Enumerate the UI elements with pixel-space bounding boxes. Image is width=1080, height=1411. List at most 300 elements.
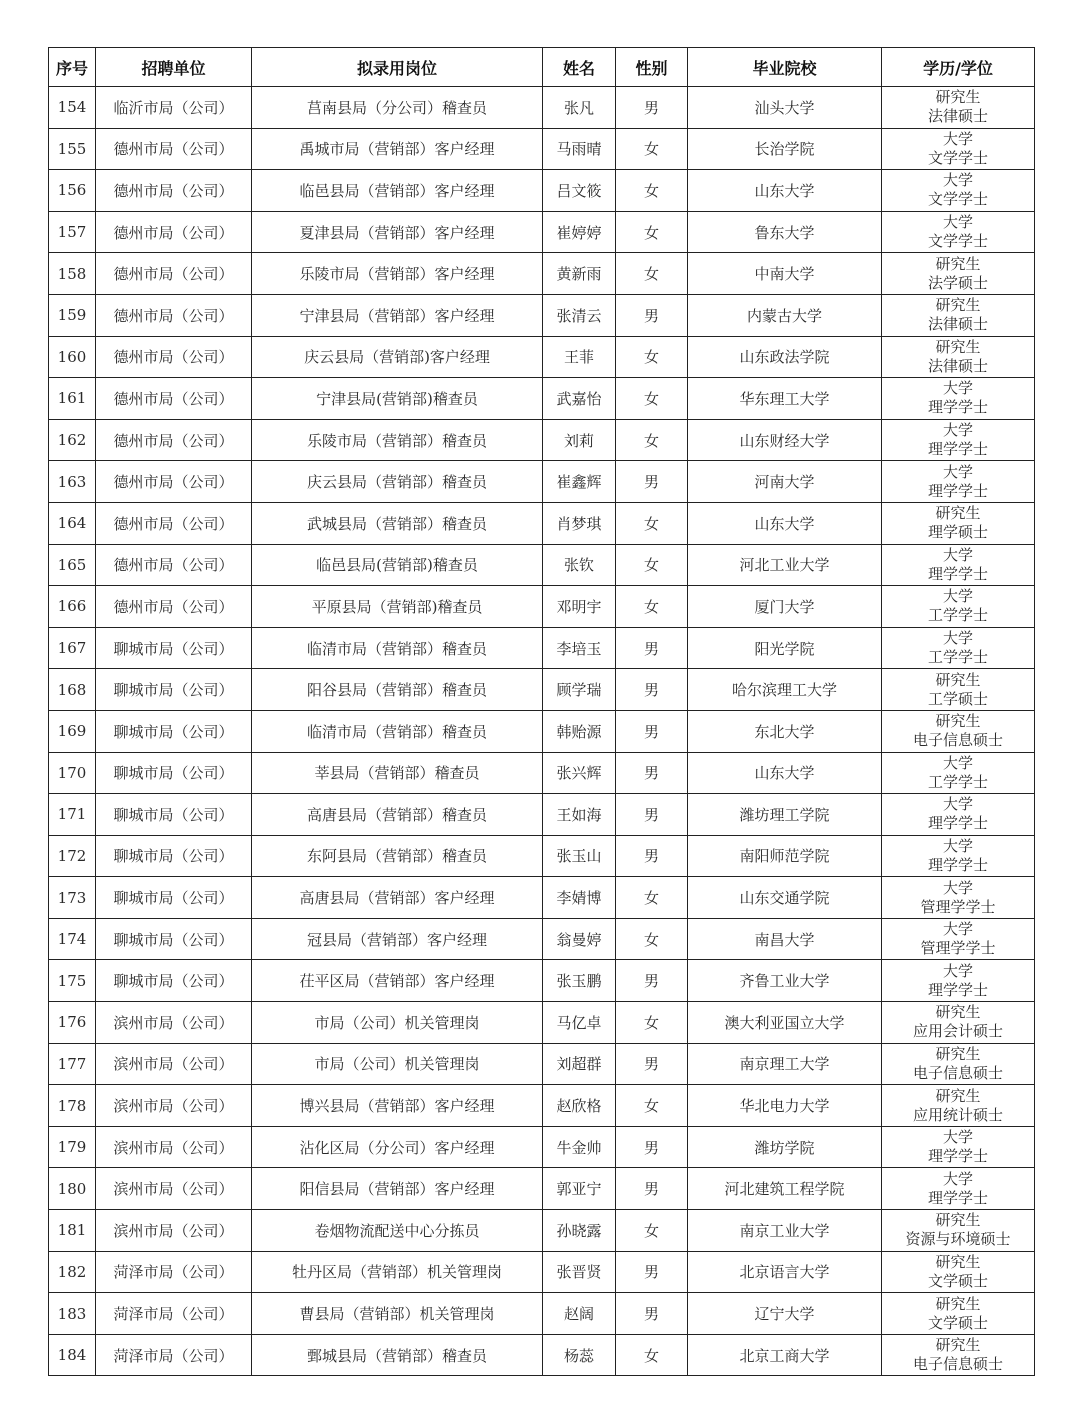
education-level: 大学 bbox=[942, 1128, 973, 1147]
cell-post: 沾化区局（分公司）客户经理 bbox=[252, 1126, 543, 1168]
cell-school: 中南大学 bbox=[688, 253, 882, 295]
cell-school: 澳大利亚国立大学 bbox=[688, 1002, 882, 1044]
table-row bbox=[49, 336, 1035, 378]
cell-school: 北京语言大学 bbox=[688, 1251, 882, 1293]
cell-gender: 女 bbox=[616, 1085, 688, 1127]
table-row bbox=[49, 1251, 1035, 1293]
cell-education-degree bbox=[882, 1210, 1035, 1252]
cell-school: 鲁东大学 bbox=[688, 211, 882, 253]
education-level: 研究生 bbox=[935, 1252, 981, 1271]
cell-school: 河南大学 bbox=[688, 461, 882, 503]
cell-seq: 165 bbox=[49, 544, 96, 586]
education-level: 大学 bbox=[942, 213, 973, 232]
cell-name: 顾学瑞 bbox=[543, 669, 616, 711]
degree-title: 文学学士 bbox=[927, 232, 988, 251]
cell-school: 辽宁大学 bbox=[688, 1293, 882, 1335]
cell-school: 南京理工大学 bbox=[688, 1043, 882, 1085]
cell-education-degree bbox=[882, 710, 1035, 752]
cell-post: 宁津县局（营销部）客户经理 bbox=[252, 294, 543, 336]
cell-seq: 178 bbox=[49, 1085, 96, 1127]
cell-seq: 175 bbox=[49, 960, 96, 1002]
cell-seq: 180 bbox=[49, 1168, 96, 1210]
education-level: 大学 bbox=[942, 629, 973, 648]
table-row bbox=[49, 1002, 1035, 1044]
cell-name: 张晋贤 bbox=[543, 1251, 616, 1293]
cell-name: 邓明宇 bbox=[543, 586, 616, 628]
cell-seq: 159 bbox=[49, 294, 96, 336]
degree-title: 理学学士 bbox=[927, 1188, 988, 1207]
cell-seq: 169 bbox=[49, 710, 96, 752]
cell-unit: 德州市局（公司） bbox=[96, 253, 252, 295]
cell-unit: 聊城市局（公司） bbox=[96, 794, 252, 836]
cell-unit: 德州市局（公司） bbox=[96, 170, 252, 212]
cell-post: 市局（公司）机关管理岗 bbox=[252, 1002, 543, 1044]
cell-education-degree bbox=[882, 627, 1035, 669]
cell-gender: 女 bbox=[616, 128, 688, 170]
cell-unit: 菏泽市局（公司） bbox=[96, 1251, 252, 1293]
cell-post: 乐陵市局（营销部）稽查员 bbox=[252, 419, 543, 461]
cell-seq: 162 bbox=[49, 419, 96, 461]
cell-unit: 德州市局（公司） bbox=[96, 211, 252, 253]
education-level: 研究生 bbox=[935, 88, 981, 107]
cell-unit: 聊城市局（公司） bbox=[96, 627, 252, 669]
education-level: 大学 bbox=[942, 171, 973, 190]
education-level: 研究生 bbox=[935, 1044, 981, 1063]
cell-education-degree bbox=[882, 87, 1035, 129]
degree-title: 法律硕士 bbox=[927, 315, 988, 334]
table-row bbox=[49, 1210, 1035, 1252]
degree-title: 理学学士 bbox=[927, 855, 988, 874]
degree-title: 法律硕士 bbox=[927, 356, 988, 375]
cell-school: 华东理工大学 bbox=[688, 378, 882, 420]
education-level: 大学 bbox=[942, 379, 973, 398]
education-level: 研究生 bbox=[935, 670, 981, 689]
cell-seq: 181 bbox=[49, 1210, 96, 1252]
cell-gender: 男 bbox=[616, 87, 688, 129]
degree-title: 理学学士 bbox=[927, 398, 988, 417]
education-level: 大学 bbox=[942, 421, 973, 440]
cell-post: 庆云县局（营销部)客户经理 bbox=[252, 336, 543, 378]
education-level: 大学 bbox=[942, 795, 973, 814]
cell-gender: 女 bbox=[616, 1334, 688, 1376]
header-gender: 性别 bbox=[616, 48, 688, 87]
cell-gender: 女 bbox=[616, 502, 688, 544]
cell-unit: 滨州市局（公司） bbox=[96, 1126, 252, 1168]
cell-unit: 滨州市局（公司） bbox=[96, 1043, 252, 1085]
header-seq: 序号 bbox=[49, 48, 96, 87]
cell-post: 临邑县局(营销部)稽查员 bbox=[252, 544, 543, 586]
education-level: 大学 bbox=[942, 462, 973, 481]
table-row bbox=[49, 1126, 1035, 1168]
cell-school: 南阳师范学院 bbox=[688, 835, 882, 877]
cell-name: 张玉山 bbox=[543, 835, 616, 877]
cell-school: 长治学院 bbox=[688, 128, 882, 170]
table-row bbox=[49, 1168, 1035, 1210]
recruitment-table bbox=[48, 47, 1035, 1376]
cell-unit: 滨州市局（公司） bbox=[96, 1085, 252, 1127]
cell-school: 河北工业大学 bbox=[688, 544, 882, 586]
degree-title: 法学硕士 bbox=[927, 273, 988, 292]
education-level: 研究生 bbox=[935, 1086, 981, 1105]
cell-post: 庆云县局（营销部）稽查员 bbox=[252, 461, 543, 503]
cell-gender: 女 bbox=[616, 586, 688, 628]
cell-education-degree bbox=[882, 1002, 1035, 1044]
cell-education-degree bbox=[882, 1251, 1035, 1293]
degree-title: 应用会计硕士 bbox=[912, 1022, 1003, 1041]
cell-education-degree bbox=[882, 1126, 1035, 1168]
degree-title: 文学硕士 bbox=[927, 1313, 988, 1332]
education-level: 研究生 bbox=[935, 504, 981, 523]
cell-seq: 173 bbox=[49, 877, 96, 919]
degree-title: 理学学士 bbox=[927, 980, 988, 999]
cell-education-degree bbox=[882, 211, 1035, 253]
cell-unit: 德州市局（公司） bbox=[96, 336, 252, 378]
cell-gender: 女 bbox=[616, 378, 688, 420]
cell-school: 哈尔滨理工大学 bbox=[688, 669, 882, 711]
cell-unit: 滨州市局（公司） bbox=[96, 1210, 252, 1252]
cell-unit: 聊城市局（公司） bbox=[96, 918, 252, 960]
cell-education-degree bbox=[882, 253, 1035, 295]
cell-school: 山东交通学院 bbox=[688, 877, 882, 919]
cell-name: 韩贻源 bbox=[543, 710, 616, 752]
cell-education-degree bbox=[882, 1334, 1035, 1376]
cell-post: 莒南县局（分公司）稽查员 bbox=[252, 87, 543, 129]
education-level: 大学 bbox=[942, 836, 973, 855]
cell-post: 冠县局（营销部）客户经理 bbox=[252, 918, 543, 960]
recruitment-table-sheet bbox=[48, 47, 1034, 1376]
cell-school: 齐鲁工业大学 bbox=[688, 960, 882, 1002]
cell-education-degree bbox=[882, 918, 1035, 960]
table-row bbox=[49, 1293, 1035, 1335]
cell-school: 内蒙古大学 bbox=[688, 294, 882, 336]
cell-post: 阳信县局（营销部）客户经理 bbox=[252, 1168, 543, 1210]
education-level: 大学 bbox=[942, 129, 973, 148]
cell-unit: 聊城市局（公司） bbox=[96, 877, 252, 919]
cell-school: 河北建筑工程学院 bbox=[688, 1168, 882, 1210]
cell-gender: 男 bbox=[616, 1293, 688, 1335]
degree-title: 理学学士 bbox=[927, 814, 988, 833]
cell-name: 孙晓露 bbox=[543, 1210, 616, 1252]
table-row bbox=[49, 918, 1035, 960]
degree-title: 理学学士 bbox=[927, 564, 988, 583]
cell-unit: 德州市局（公司） bbox=[96, 378, 252, 420]
cell-seq: 166 bbox=[49, 586, 96, 628]
cell-unit: 聊城市局（公司） bbox=[96, 669, 252, 711]
cell-seq: 179 bbox=[49, 1126, 96, 1168]
cell-unit: 德州市局（公司） bbox=[96, 461, 252, 503]
table-row bbox=[49, 378, 1035, 420]
degree-title: 工学硕士 bbox=[927, 689, 988, 708]
cell-seq: 174 bbox=[49, 918, 96, 960]
degree-title: 工学学士 bbox=[927, 772, 988, 791]
degree-title: 工学学士 bbox=[927, 648, 988, 667]
cell-gender: 女 bbox=[616, 419, 688, 461]
table-row bbox=[49, 211, 1035, 253]
table-row bbox=[49, 170, 1035, 212]
cell-post: 武城县局（营销部）稽查员 bbox=[252, 502, 543, 544]
cell-name: 翁曼婷 bbox=[543, 918, 616, 960]
cell-seq: 154 bbox=[49, 87, 96, 129]
table-header bbox=[49, 48, 1035, 87]
cell-education-degree bbox=[882, 752, 1035, 794]
cell-seq: 183 bbox=[49, 1293, 96, 1335]
cell-unit: 德州市局（公司） bbox=[96, 128, 252, 170]
cell-unit: 德州市局（公司） bbox=[96, 419, 252, 461]
cell-unit: 德州市局（公司） bbox=[96, 586, 252, 628]
cell-seq: 184 bbox=[49, 1334, 96, 1376]
table-row bbox=[49, 128, 1035, 170]
header-school: 毕业院校 bbox=[688, 48, 882, 87]
cell-school: 潍坊理工学院 bbox=[688, 794, 882, 836]
cell-unit: 临沂市局（公司） bbox=[96, 87, 252, 129]
cell-gender: 男 bbox=[616, 710, 688, 752]
cell-name: 武嘉怡 bbox=[543, 378, 616, 420]
cell-seq: 168 bbox=[49, 669, 96, 711]
cell-name: 杨蕊 bbox=[543, 1334, 616, 1376]
header-degree: 学历/学位 bbox=[882, 48, 1035, 87]
cell-post: 临邑县局（营销部）客户经理 bbox=[252, 170, 543, 212]
cell-education-degree bbox=[882, 502, 1035, 544]
cell-name: 刘莉 bbox=[543, 419, 616, 461]
cell-gender: 女 bbox=[616, 211, 688, 253]
education-level: 研究生 bbox=[935, 337, 981, 356]
cell-education-degree bbox=[882, 461, 1035, 503]
cell-seq: 176 bbox=[49, 1002, 96, 1044]
degree-title: 理学学士 bbox=[927, 440, 988, 459]
cell-seq: 163 bbox=[49, 461, 96, 503]
cell-school: 潍坊学院 bbox=[688, 1126, 882, 1168]
cell-name: 王菲 bbox=[543, 336, 616, 378]
cell-school: 华北电力大学 bbox=[688, 1085, 882, 1127]
cell-school: 北京工商大学 bbox=[688, 1334, 882, 1376]
cell-gender: 女 bbox=[616, 918, 688, 960]
cell-post: 莘县局（营销部）稽查员 bbox=[252, 752, 543, 794]
header-name: 姓名 bbox=[543, 48, 616, 87]
education-level: 研究生 bbox=[935, 1294, 981, 1313]
header-unit: 招聘单位 bbox=[96, 48, 252, 87]
degree-title: 工学学士 bbox=[927, 606, 988, 625]
cell-school: 南昌大学 bbox=[688, 918, 882, 960]
cell-post: 夏津县局（营销部）客户经理 bbox=[252, 211, 543, 253]
education-level: 大学 bbox=[942, 878, 973, 897]
cell-school: 山东财经大学 bbox=[688, 419, 882, 461]
cell-seq: 155 bbox=[49, 128, 96, 170]
education-level: 大学 bbox=[942, 961, 973, 980]
cell-gender: 男 bbox=[616, 794, 688, 836]
cell-gender: 女 bbox=[616, 1002, 688, 1044]
table-row bbox=[49, 1085, 1035, 1127]
cell-gender: 男 bbox=[616, 1168, 688, 1210]
education-level: 研究生 bbox=[935, 1003, 981, 1022]
cell-seq: 170 bbox=[49, 752, 96, 794]
cell-education-degree bbox=[882, 336, 1035, 378]
degree-title: 电子信息硕士 bbox=[912, 1063, 1003, 1082]
cell-unit: 聊城市局（公司） bbox=[96, 835, 252, 877]
cell-gender: 男 bbox=[616, 1043, 688, 1085]
cell-post: 曹县局（营销部）机关管理岗 bbox=[252, 1293, 543, 1335]
cell-post: 宁津县局(营销部)稽查员 bbox=[252, 378, 543, 420]
cell-gender: 女 bbox=[616, 544, 688, 586]
table-row bbox=[49, 253, 1035, 295]
table-row bbox=[49, 586, 1035, 628]
header-row bbox=[49, 48, 1035, 87]
cell-seq: 161 bbox=[49, 378, 96, 420]
cell-gender: 女 bbox=[616, 170, 688, 212]
table-row bbox=[49, 419, 1035, 461]
degree-title: 文学学士 bbox=[927, 148, 988, 167]
cell-post: 平原县局（营销部)稽查员 bbox=[252, 586, 543, 628]
cell-name: 李培玉 bbox=[543, 627, 616, 669]
table-row bbox=[49, 877, 1035, 919]
table-row bbox=[49, 294, 1035, 336]
cell-gender: 男 bbox=[616, 627, 688, 669]
degree-title: 资源与环境硕士 bbox=[905, 1230, 1011, 1249]
cell-post: 市局（公司）机关管理岗 bbox=[252, 1043, 543, 1085]
cell-name: 赵欣格 bbox=[543, 1085, 616, 1127]
table-row bbox=[49, 835, 1035, 877]
cell-unit: 滨州市局（公司） bbox=[96, 1168, 252, 1210]
degree-title: 电子信息硕士 bbox=[912, 1355, 1003, 1374]
cell-seq: 172 bbox=[49, 835, 96, 877]
cell-gender: 女 bbox=[616, 1210, 688, 1252]
cell-gender: 男 bbox=[616, 1251, 688, 1293]
cell-seq: 182 bbox=[49, 1251, 96, 1293]
degree-title: 理学学士 bbox=[927, 481, 988, 500]
cell-name: 黄新雨 bbox=[543, 253, 616, 295]
cell-gender: 男 bbox=[616, 1126, 688, 1168]
cell-post: 乐陵市局（营销部）客户经理 bbox=[252, 253, 543, 295]
cell-name: 吕文筱 bbox=[543, 170, 616, 212]
cell-unit: 聊城市局（公司） bbox=[96, 710, 252, 752]
table-row bbox=[49, 502, 1035, 544]
cell-unit: 德州市局（公司） bbox=[96, 544, 252, 586]
cell-seq: 164 bbox=[49, 502, 96, 544]
table-row bbox=[49, 461, 1035, 503]
cell-education-degree bbox=[882, 835, 1035, 877]
degree-title: 文学学士 bbox=[927, 190, 988, 209]
cell-name: 肖梦琪 bbox=[543, 502, 616, 544]
education-level: 研究生 bbox=[935, 1211, 981, 1230]
cell-gender: 男 bbox=[616, 294, 688, 336]
cell-seq: 167 bbox=[49, 627, 96, 669]
cell-post: 临清市局（营销部）稽查员 bbox=[252, 627, 543, 669]
cell-education-degree bbox=[882, 669, 1035, 711]
header-post: 拟录用岗位 bbox=[252, 48, 543, 87]
cell-unit: 聊城市局（公司） bbox=[96, 752, 252, 794]
cell-unit: 德州市局（公司） bbox=[96, 294, 252, 336]
cell-name: 张凡 bbox=[543, 87, 616, 129]
cell-gender: 女 bbox=[616, 336, 688, 378]
education-level: 研究生 bbox=[935, 712, 981, 731]
cell-school: 东北大学 bbox=[688, 710, 882, 752]
cell-name: 张兴辉 bbox=[543, 752, 616, 794]
table-row bbox=[49, 752, 1035, 794]
degree-title: 电子信息硕士 bbox=[912, 731, 1003, 750]
cell-name: 赵阔 bbox=[543, 1293, 616, 1335]
education-level: 大学 bbox=[942, 545, 973, 564]
cell-post: 博兴县局（营销部）客户经理 bbox=[252, 1085, 543, 1127]
education-level: 大学 bbox=[942, 920, 973, 939]
cell-name: 牛金帅 bbox=[543, 1126, 616, 1168]
cell-education-degree bbox=[882, 794, 1035, 836]
cell-unit: 菏泽市局（公司） bbox=[96, 1293, 252, 1335]
cell-school: 厦门大学 bbox=[688, 586, 882, 628]
cell-school: 山东大学 bbox=[688, 502, 882, 544]
cell-unit: 德州市局（公司） bbox=[96, 502, 252, 544]
cell-education-degree bbox=[882, 1085, 1035, 1127]
table-row bbox=[49, 1043, 1035, 1085]
cell-name: 崔鑫辉 bbox=[543, 461, 616, 503]
cell-education-degree bbox=[882, 170, 1035, 212]
table-row bbox=[49, 710, 1035, 752]
cell-school: 山东大学 bbox=[688, 752, 882, 794]
degree-title: 管理学学士 bbox=[920, 897, 996, 916]
cell-school: 汕头大学 bbox=[688, 87, 882, 129]
cell-name: 张清云 bbox=[543, 294, 616, 336]
cell-name: 郭亚宁 bbox=[543, 1168, 616, 1210]
cell-gender: 女 bbox=[616, 877, 688, 919]
cell-seq: 160 bbox=[49, 336, 96, 378]
cell-education-degree bbox=[882, 1293, 1035, 1335]
education-level: 大学 bbox=[942, 587, 973, 606]
education-level: 大学 bbox=[942, 753, 973, 772]
cell-name: 张钦 bbox=[543, 544, 616, 586]
cell-school: 阳光学院 bbox=[688, 627, 882, 669]
cell-name: 王如海 bbox=[543, 794, 616, 836]
table-row bbox=[49, 1334, 1035, 1376]
table-row bbox=[49, 669, 1035, 711]
cell-gender: 男 bbox=[616, 669, 688, 711]
cell-seq: 177 bbox=[49, 1043, 96, 1085]
cell-education-degree bbox=[882, 419, 1035, 461]
cell-gender: 男 bbox=[616, 835, 688, 877]
education-level: 研究生 bbox=[935, 1336, 981, 1355]
cell-post: 茌平区局（营销部）客户经理 bbox=[252, 960, 543, 1002]
cell-unit: 菏泽市局（公司） bbox=[96, 1334, 252, 1376]
cell-education-degree bbox=[882, 294, 1035, 336]
cell-name: 刘超群 bbox=[543, 1043, 616, 1085]
cell-name: 崔婷婷 bbox=[543, 211, 616, 253]
cell-name: 马亿卓 bbox=[543, 1002, 616, 1044]
cell-education-degree bbox=[882, 128, 1035, 170]
cell-education-degree bbox=[882, 1168, 1035, 1210]
cell-name: 马雨晴 bbox=[543, 128, 616, 170]
cell-unit: 滨州市局（公司） bbox=[96, 1002, 252, 1044]
degree-title: 应用统计硕士 bbox=[912, 1105, 1003, 1124]
cell-post: 阳谷县局（营销部）稽查员 bbox=[252, 669, 543, 711]
degree-title: 文学硕士 bbox=[927, 1271, 988, 1290]
cell-post: 牡丹区局（营销部）机关管理岗 bbox=[252, 1251, 543, 1293]
degree-title: 理学硕士 bbox=[927, 523, 988, 542]
cell-post: 临清市局（营销部）稽查员 bbox=[252, 710, 543, 752]
cell-gender: 男 bbox=[616, 461, 688, 503]
table-row bbox=[49, 87, 1035, 129]
cell-post: 东阿县局（营销部）稽查员 bbox=[252, 835, 543, 877]
cell-name: 李婧博 bbox=[543, 877, 616, 919]
cell-post: 卷烟物流配送中心分拣员 bbox=[252, 1210, 543, 1252]
education-level: 研究生 bbox=[935, 254, 981, 273]
cell-post: 高唐县局（营销部）稽查员 bbox=[252, 794, 543, 836]
cell-school: 南京工业大学 bbox=[688, 1210, 882, 1252]
cell-gender: 男 bbox=[616, 960, 688, 1002]
cell-gender: 男 bbox=[616, 752, 688, 794]
cell-name: 张玉鹏 bbox=[543, 960, 616, 1002]
cell-education-degree bbox=[882, 586, 1035, 628]
cell-post: 高唐县局（营销部）客户经理 bbox=[252, 877, 543, 919]
cell-seq: 157 bbox=[49, 211, 96, 253]
cell-education-degree bbox=[882, 378, 1035, 420]
cell-education-degree bbox=[882, 544, 1035, 586]
